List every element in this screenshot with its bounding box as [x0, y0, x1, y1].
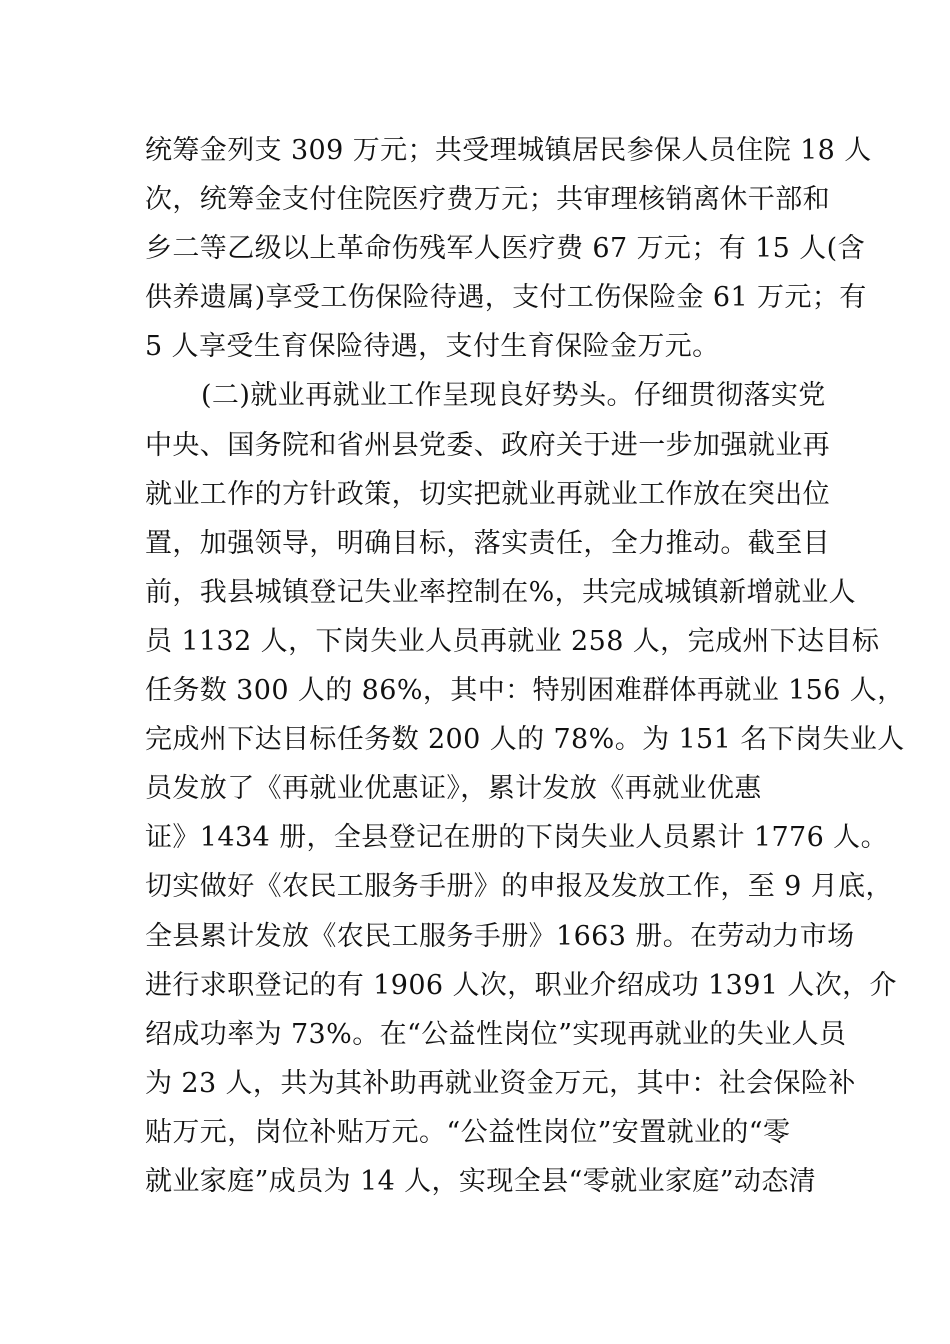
text-line: 贴万元，岗位补贴万元。“公益性岗位”安置就业的“零 [145, 1116, 791, 1148]
text-line: 证》1434 册，全县登记在册的下岗失业人员累计 1776 人。 [145, 822, 888, 854]
text-line: 供养遗属)享受工伤保险待遇，支付工伤保险金 61 万元；有 [145, 282, 867, 314]
body-text [145, 126, 905, 1206]
text-line: 置，加强领导，明确目标，落实责任，全力推动。截至目 [145, 527, 830, 559]
text-line: 中央、国务院和省州县党委、政府关于进一步加强就业再 [145, 429, 830, 461]
text-line: 就业工作的方针政策，切实把就业再就业工作放在突出位 [145, 478, 830, 510]
text-line: 员 1132 人，下岗失业人员再就业 258 人，完成州下达目标 [145, 625, 880, 657]
text-line: 为 23 人，共为其补助再就业资金万元，其中：社会保险补 [145, 1067, 856, 1099]
text-line: 5 人享受生育保险待遇，支付生育保险金万元。 [145, 331, 720, 363]
text-line: 全县累计发放《农民工服务手册》1663 册。在劳动力市场 [145, 920, 855, 952]
paragraph-2 [145, 371, 905, 1206]
text-line: 切实做好《农民工服务手册》的申报及发放工作，至 9 月底， [145, 871, 893, 903]
text-line: 前，我县城镇登记失业率控制在%，共完成城镇新增就业人 [145, 576, 857, 608]
text-line: 进行求职登记的有 1906 人次，职业介绍成功 1391 人次，介 [145, 969, 897, 1001]
text-line: 乡二等乙级以上革命伤残军人医疗费 67 万元；有 15 人(含 [145, 233, 865, 265]
text-line: 员发放了《再就业优惠证》，累计发放《再就业优惠 [145, 773, 762, 805]
text-line: 绍成功率为 73%。在“公益性岗位”实现再就业的失业人员 [145, 1018, 847, 1050]
text-line: 次，统筹金支付住院医疗费万元；共审理核销离休干部和 [145, 184, 830, 216]
paragraph-1 [145, 126, 872, 371]
text-line: 完成州下达目标任务数 200 人的 78%。为 151 名下岗失业人 [145, 724, 905, 756]
text-line: 统筹金列支 309 万元；共受理城镇居民参保人员住院 18 人 [145, 135, 872, 166]
text-line: (二)就业再就业工作呈现良好势头。仔细贯彻落实党 [201, 380, 826, 412]
text-line: 就业家庭”成员为 14 人，实现全县“零就业家庭”动态清 [145, 1165, 817, 1197]
text-line: 任务数 300 人的 86%，其中：特别困难群体再就业 156 人， [145, 675, 905, 707]
